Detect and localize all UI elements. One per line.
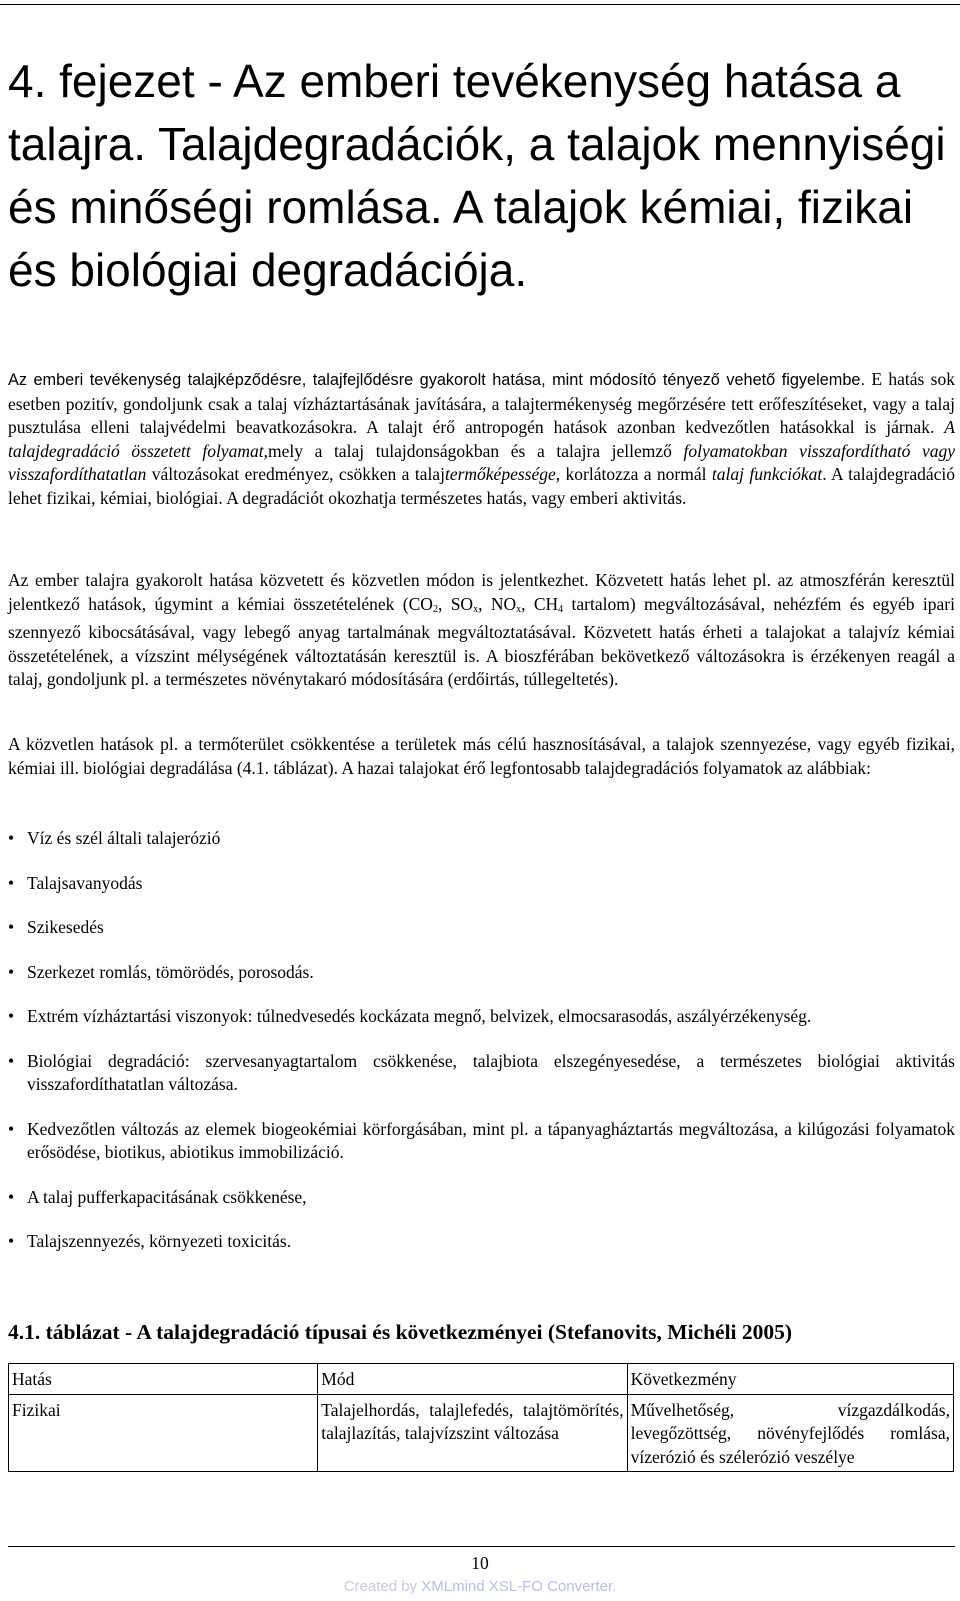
list-item-text: Talajsavanyodás xyxy=(27,872,143,893)
footer-credit xyxy=(0,1578,960,1595)
table-header-cell: Következmény xyxy=(627,1364,953,1395)
intro-italic-d: talaj funkciókat xyxy=(711,464,823,484)
top-rule xyxy=(0,4,960,5)
bullet-icon: • xyxy=(8,961,15,982)
indirect-effects-paragraph xyxy=(8,569,955,692)
intro-text-d: , korlátozza a normál xyxy=(555,464,712,484)
intro-paragraph xyxy=(8,368,955,510)
list-item-text: Biológiai degradáció: szervesanyagtartalom csökkenése, talajbiota elszegényesedése, a természetes biológiai aktivitás visszafordíthatatlan változása. xyxy=(27,1050,955,1094)
credit-prefix: Created by xyxy=(343,1578,422,1595)
bullet-icon: • xyxy=(8,1186,15,1207)
list-item-text: Kedvezőtlen változás az elemek biogeokémiai körforgásában, mint pl. a tápanyagháztartás megváltozása, a kilúgozási folyamatok erősödése, biotikus, abiotikus immobilizáció. xyxy=(27,1118,955,1162)
list-item xyxy=(8,916,955,940)
list-item-text: Szerkezet romlás, tömörödés, porosodás. xyxy=(27,961,314,982)
intro-text-b: mely a talaj tulajdonságokban és a talajra jellemző xyxy=(267,440,684,461)
list-item xyxy=(8,1230,955,1254)
list-item-text: Víz és szél általi talajerózió xyxy=(27,828,221,848)
table-cell: Fizikai xyxy=(9,1394,318,1472)
list-item xyxy=(8,961,955,985)
table-title: 4.1. táblázat - A talajdegradáció típusai és következményei (Stefanovits, Michéli 2005) xyxy=(8,1320,793,1344)
table-cell: Talajelhordás, talajlefedés, talajtömörítés, talajlazítás, talajvízszint változása xyxy=(318,1394,627,1472)
para2-text-d: , CH xyxy=(521,593,559,614)
para2-text-b: , SO xyxy=(437,593,474,614)
bullet-icon: • xyxy=(8,1231,15,1251)
footer-rule xyxy=(8,1546,955,1547)
degradation-process-list xyxy=(8,827,955,1254)
bullet-icon: • xyxy=(8,917,15,937)
converter-link[interactable]: XMLmind XSL-FO Converter xyxy=(421,1578,613,1595)
intro-italic-c: termőképessége xyxy=(444,464,556,484)
list-item-text: Talajszennyezés, környezeti toxicitás. xyxy=(27,1231,292,1251)
table-header-row xyxy=(9,1364,954,1395)
para2-text-c: , NO xyxy=(478,593,517,614)
table-cell: Művelhetőség, vízgazdálkodás, levegőzöttség, növényfejlődés romlása, vízerózió és szélerózió veszélye xyxy=(627,1394,953,1472)
table-row xyxy=(9,1394,954,1472)
page-number: 10 xyxy=(471,1553,489,1573)
intro-italic-b: folyamatokban visszafordítható vagy visszafordíthatatlan xyxy=(8,440,955,484)
intro-sans-text: Az emberi tevékenység talajképződésre, talajfejlődésre gyakorolt hatása, mint módosító tényező vehető figyelembe. xyxy=(8,371,865,389)
direct-effects-paragraph: A közvetlen hatások pl. a termőterület csökkentése a területek más célú hasznosításával, a talajok szennyezése, vagy egyéb fizikai, kémiai ill. biológiai degradálása (4.1. táblázat). A hazai talajokat érő legfontosabb talajdegradációs folyamatok az alábbiak: xyxy=(8,734,955,778)
list-item-text: Extrém vízháztartási viszonyok: túlnedvesedés kockázata megnő, belvizek, elmocsarasodás, aszályérzékenység. xyxy=(27,1006,812,1026)
list-item xyxy=(8,827,955,851)
intro-italic-a: A talajdegradáció összetett folyamat, xyxy=(8,417,955,461)
intro-text-a: E hatás sok esetben pozitív, gondoljunk csak a talaj vízháztartásának javítására, a talajtermékenység megőrzésére tett erőfeszítéseket, vagy a talaj pusztulása elleni talajvédelmi beavatkozásokra. A talajt érő antropogén hatások azonban kedvezőtlen hatásokkal is járnak. xyxy=(8,369,955,437)
degradation-table xyxy=(8,1363,954,1472)
bullet-icon: • xyxy=(8,828,15,848)
list-item xyxy=(8,1118,955,1165)
para2-sub-sox: x xyxy=(473,603,479,615)
list-item xyxy=(8,1005,955,1029)
list-item xyxy=(8,872,955,896)
para2-text-e: tartalom) megváltozásával, nehézfém és egyéb ipari szennyező kibocsátásával, vagy lebegő anyag tartalmának megváltoztatásával. Közvetett hatás érheti a talajokat a talajvíz kémiai összetételének, a vízszint mélységének változtatásán keresztül is. A bioszférában bekövetkező változásokra is érzékenyen reagál a talaj, gondoljunk pl. a természetes növénytakaró módosítására (erdőirtás, túllegeltetés). xyxy=(8,593,955,689)
list-item xyxy=(8,1050,955,1097)
intro-text-c: változásokat eredményez, csökken a talaj xyxy=(146,464,445,484)
list-item xyxy=(8,1186,955,1210)
para2-sub-nox: x xyxy=(516,603,522,615)
credit-suffix: . xyxy=(612,1578,617,1595)
table-header-cell: Hatás xyxy=(9,1364,318,1395)
para2-sub-co2: 2 xyxy=(432,603,438,615)
intro-text-e: . A talajdegradáció lehet fizikai, kémiai, biológiai. A degradációt okozhatja természetes hatás, vagy emberi aktivitás. xyxy=(8,464,956,508)
bullet-icon: • xyxy=(8,1006,15,1026)
list-item-text: Szikesedés xyxy=(27,917,104,937)
list-item-text: A talaj pufferkapacitásának csökkenése, xyxy=(27,1186,307,1207)
para2-sub-ch4: 4 xyxy=(558,603,564,615)
bullet-icon: • xyxy=(8,1118,15,1139)
bullet-icon: • xyxy=(8,872,15,893)
para2-text-a: Az ember talajra gyakorolt hatása közvetett és közvetlen módon is jelentkezhet. Közvetett hatás lehet pl. az atmoszférán keresztül jelentkező hatások, úgymint a kémiai összetételének (CO xyxy=(8,570,955,614)
chapter-title: 4. fejezet - Az emberi tevékenység hatása a talajra. Talajdegradációk, a talajok mennyiségi és minőségi romlása. A talajok kémiai, fizikai és biológiai degradációja. xyxy=(8,55,946,296)
bullet-icon: • xyxy=(8,1050,15,1071)
table-header-cell: Mód xyxy=(318,1364,627,1395)
